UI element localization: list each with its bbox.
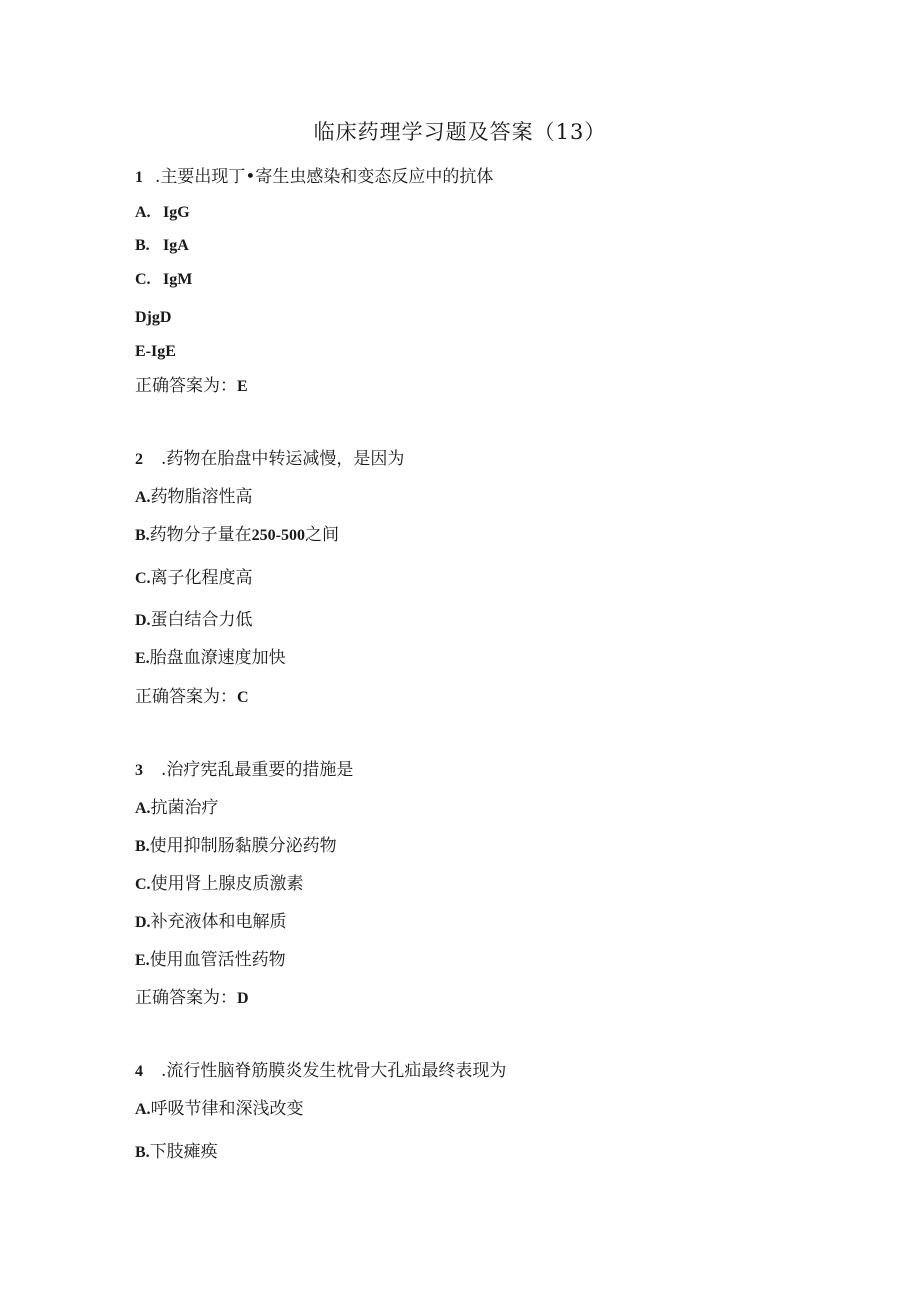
option-text: IgG [163,204,190,221]
option-text: E-IgE [135,343,176,360]
question-2-option-c [135,567,253,590]
question-2-option-e [135,647,286,670]
question-1-option-d [135,306,171,329]
option-text: 下肢瘫痪 [149,1142,218,1162]
question-number: 1 [135,169,143,186]
question-4-stem [135,1060,506,1083]
option-text: IgA [163,237,189,254]
option-text: 离子化程度高 [150,568,253,588]
option-letter: B. [135,1144,150,1161]
question-text: .流行性脑脊筋膜炎发生枕骨大孔疝最终表现为 [161,1061,507,1081]
option-text-tail: 之间 [305,525,339,545]
option-text: 呼吸节律和深浅改变 [150,1099,304,1119]
question-2-option-b [135,524,339,547]
option-letter: D. [135,612,151,629]
question-3-option-c [135,873,304,896]
option-text: 补充液体和电解质 [150,912,287,932]
question-text: .主要出现丁•寄生虫感染和变态反应中的抗体 [155,167,494,187]
question-3-option-a [135,797,219,820]
question-3-stem [135,759,353,782]
question-number: 2 [135,451,143,468]
question-1-option-a [135,201,190,224]
question-3-answer [135,987,249,1010]
question-1-option-b [135,234,189,257]
option-text: 使用抑制肠黏膜分泌药物 [149,836,337,856]
question-2-stem [135,448,404,471]
question-2-answer [135,686,249,709]
question-text: .药物在胎盘中转运减慢，是因为 [161,449,405,469]
option-text: 使用血管活性药物 [149,950,286,970]
option-text: 蛋白结合力低 [150,610,253,630]
answer-label: 正确答案为： [135,376,237,396]
option-text: 胎盘血潦速度加快 [149,648,286,668]
option-letter: C. [135,271,151,288]
question-1-option-c [135,268,192,291]
answer-label: 正确答案为： [135,988,237,1008]
question-1-stem [135,166,493,189]
option-letter: B. [135,237,150,254]
option-letter: C. [135,876,151,893]
option-letter: E. [135,650,150,667]
question-3-option-d [135,911,287,934]
question-number: 4 [135,1063,143,1080]
question-1-answer [135,375,248,398]
option-letter: A. [135,800,151,817]
question-1-option-e [135,340,176,363]
answer-value: D [237,990,249,1007]
option-text: 药物分子量在 [149,525,252,545]
option-number: 250-500 [251,527,305,544]
question-3-option-b [135,835,337,858]
option-letter: E. [135,952,150,969]
question-4-option-b [135,1141,218,1164]
option-text: 药物脂溶性高 [150,487,253,507]
document-title: 临床药理学习题及答案（13） [313,120,607,144]
question-2-option-a [135,486,253,509]
option-letter: B. [135,838,150,855]
option-letter: B. [135,527,150,544]
option-letter: C. [135,570,151,587]
question-text: .治疗宪乱最重要的措施是 [161,760,354,780]
answer-value: C [237,689,249,706]
option-text: DjgD [135,309,172,326]
question-3-option-e [135,949,286,972]
option-letter: A. [135,204,151,221]
answer-label: 正确答案为： [135,687,237,707]
option-text: 使用肾上腺皮质激素 [150,874,304,894]
question-4-option-a [135,1098,304,1121]
question-2-option-d [135,609,253,632]
option-text: 抗菌治疗 [150,798,219,818]
answer-value: E [237,378,248,395]
option-letter: D. [135,914,151,931]
question-number: 3 [135,762,143,779]
option-letter: A. [135,489,151,506]
option-text: IgM [163,271,193,288]
option-letter: A. [135,1101,151,1118]
